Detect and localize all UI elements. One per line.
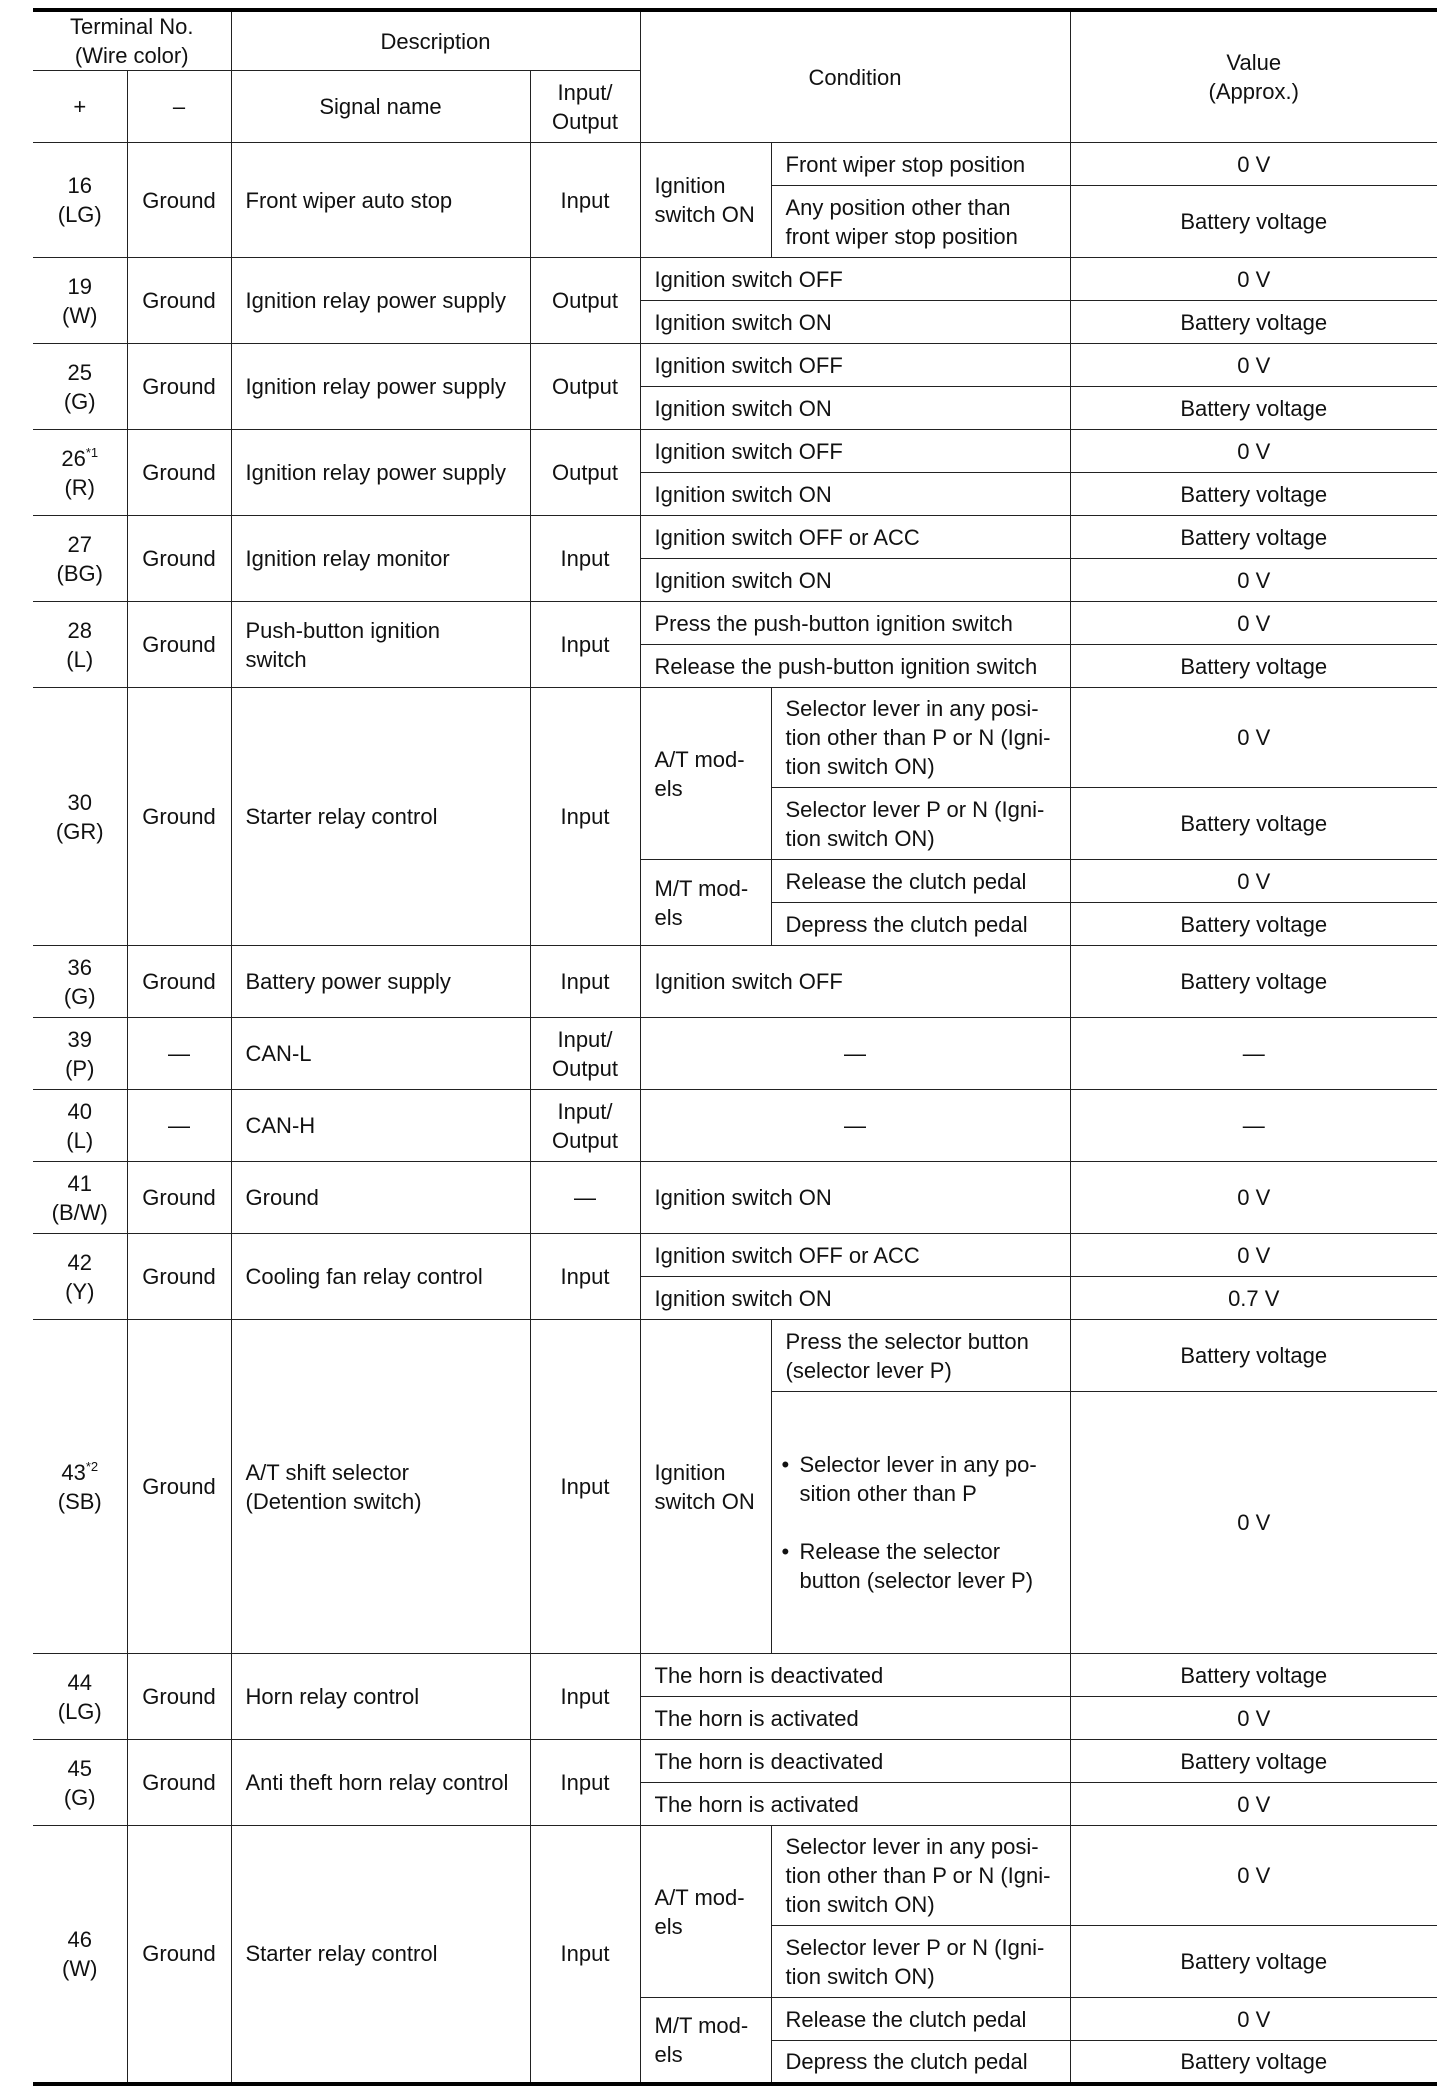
footnote-2-marker: *2 <box>85 1458 99 1474</box>
ground-42: Ground <box>127 1234 231 1320</box>
cond-28-a: Press the push-button ignition switch <box>640 602 1070 645</box>
cond-19-b: Ignition switch ON <box>640 301 1070 344</box>
io-36: Input <box>530 946 640 1018</box>
io-40: Input/ Output <box>530 1090 640 1162</box>
cond-group-46-at: A/T mod- els <box>640 1826 771 1998</box>
terminal-16: 16 (LG) <box>33 143 127 258</box>
value-30-a: 0 V <box>1070 688 1437 788</box>
value-46-a: 0 V <box>1070 1826 1437 1926</box>
value-30-c: 0 V <box>1070 860 1437 903</box>
ground-28: Ground <box>127 602 231 688</box>
io-27: Input <box>530 516 640 602</box>
footnote-1-marker: *1 <box>85 444 99 460</box>
ground-39: — <box>127 1018 231 1090</box>
value-30-d: Battery voltage <box>1070 903 1437 946</box>
cond-25-a: Ignition switch OFF <box>640 344 1070 387</box>
value-36: Battery voltage <box>1070 946 1437 1018</box>
cond-41: Ignition switch ON <box>640 1162 1070 1234</box>
value-19-a: 0 V <box>1070 258 1437 301</box>
header-terminal: Terminal No. (Wire color) <box>33 10 231 71</box>
value-26-b: Battery voltage <box>1070 473 1437 516</box>
cond-46-a: Selector lever in any posi- tion other than P or N (Igni- tion switch ON) <box>771 1826 1070 1926</box>
value-43-b: 0 V <box>1070 1392 1437 1654</box>
terminal-19: 19 (W) <box>33 258 127 344</box>
io-16: Input <box>530 143 640 258</box>
signal-39: CAN-L <box>231 1018 530 1090</box>
value-16-b: Battery voltage <box>1070 186 1437 258</box>
cond-46-c: Release the clutch pedal <box>771 1998 1070 2041</box>
cond-46-b: Selector lever P or N (Igni- tion switch ON) <box>771 1926 1070 1998</box>
cond-16-b: Any position other than front wiper stop position <box>771 186 1070 258</box>
io-41: — <box>530 1162 640 1234</box>
terminal-26-num: 26 <box>61 445 86 471</box>
ground-30: Ground <box>127 688 231 946</box>
signal-45: Anti theft horn relay control <box>231 1740 530 1826</box>
cond-group-30-mt: M/T mod- els <box>640 860 771 946</box>
ground-45: Ground <box>127 1740 231 1826</box>
cond-43-a: Press the selector button (selector lever P) <box>771 1320 1070 1392</box>
value-46-b: Battery voltage <box>1070 1926 1437 1998</box>
io-45: Input <box>530 1740 640 1826</box>
terminal-25: 25 (G) <box>33 344 127 430</box>
cond-42-a: Ignition switch OFF or ACC <box>640 1234 1070 1277</box>
signal-40: CAN-H <box>231 1090 530 1162</box>
terminal-28: 28 (L) <box>33 602 127 688</box>
value-25-a: 0 V <box>1070 344 1437 387</box>
value-26-a: 0 V <box>1070 430 1437 473</box>
value-19-b: Battery voltage <box>1070 301 1437 344</box>
value-46-c: 0 V <box>1070 1998 1437 2041</box>
cond-44-b: The horn is activated <box>640 1697 1070 1740</box>
value-16-a: 0 V <box>1070 143 1437 186</box>
value-28-a: 0 V <box>1070 602 1437 645</box>
io-43: Input <box>530 1320 640 1654</box>
cond-26-b: Ignition switch ON <box>640 473 1070 516</box>
terminal-39: 39 (P) <box>33 1018 127 1090</box>
cond-30-b: Selector lever P or N (Igni- tion switch ON) <box>771 788 1070 860</box>
cond-30-d: Depress the clutch pedal <box>771 903 1070 946</box>
ground-27: Ground <box>127 516 231 602</box>
cond-46-d: Depress the clutch pedal <box>771 2041 1070 2084</box>
cond-43-bullet-2: • Release the selector button (selector lever P) <box>778 1537 1064 1595</box>
ground-26: Ground <box>127 430 231 516</box>
header-value: Value (Approx.) <box>1070 10 1437 143</box>
signal-42: Cooling fan relay control <box>231 1234 530 1320</box>
cond-30-c: Release the clutch pedal <box>771 860 1070 903</box>
io-28: Input <box>530 602 640 688</box>
ground-44: Ground <box>127 1654 231 1740</box>
cond-27-b: Ignition switch ON <box>640 559 1070 602</box>
io-46: Input <box>530 1826 640 2084</box>
cond-36: Ignition switch OFF <box>640 946 1070 1018</box>
signal-43: A/T shift selector (Detention switch) <box>231 1320 530 1654</box>
terminal-27: 27 (BG) <box>33 516 127 602</box>
ground-19: Ground <box>127 258 231 344</box>
value-27-a: Battery voltage <box>1070 516 1437 559</box>
value-25-b: Battery voltage <box>1070 387 1437 430</box>
value-43-a: Battery voltage <box>1070 1320 1437 1392</box>
terminal-43-num: 43 <box>61 1459 86 1485</box>
io-25: Output <box>530 344 640 430</box>
value-44-b: 0 V <box>1070 1697 1437 1740</box>
cond-group-30-at: A/T mod- els <box>640 688 771 860</box>
value-42-b: 0.7 V <box>1070 1277 1437 1320</box>
value-40: — <box>1070 1090 1437 1162</box>
io-26: Output <box>530 430 640 516</box>
cond-27-a: Ignition switch OFF or ACC <box>640 516 1070 559</box>
terminal-45: 45 (G) <box>33 1740 127 1826</box>
value-28-b: Battery voltage <box>1070 645 1437 688</box>
signal-16: Front wiper auto stop <box>231 143 530 258</box>
value-39: — <box>1070 1018 1437 1090</box>
cond-16-a: Front wiper stop position <box>771 143 1070 186</box>
value-30-b: Battery voltage <box>1070 788 1437 860</box>
header-plus: + <box>33 71 127 143</box>
terminal-36: 36 (G) <box>33 946 127 1018</box>
io-30: Input <box>530 688 640 946</box>
terminal-table <box>33 8 1437 2086</box>
signal-27: Ignition relay monitor <box>231 516 530 602</box>
cond-group-16: Ignition switch ON <box>640 143 771 258</box>
cond-43-bullets <box>778 1421 1064 1624</box>
terminal-26 <box>33 430 127 516</box>
cond-44-a: The horn is deactivated <box>640 1654 1070 1697</box>
io-42: Input <box>530 1234 640 1320</box>
value-27-b: 0 V <box>1070 559 1437 602</box>
io-39: Input/ Output <box>530 1018 640 1090</box>
cond-group-43: Ignition switch ON <box>640 1320 771 1654</box>
ground-41: Ground <box>127 1162 231 1234</box>
cond-19-a: Ignition switch OFF <box>640 258 1070 301</box>
value-42-a: 0 V <box>1070 1234 1437 1277</box>
ground-40: — <box>127 1090 231 1162</box>
cond-45-b: The horn is activated <box>640 1783 1070 1826</box>
cond-40: — <box>640 1090 1070 1162</box>
terminal-40: 40 (L) <box>33 1090 127 1162</box>
signal-19: Ignition relay power supply <box>231 258 530 344</box>
terminal-30: 30 (GR) <box>33 688 127 946</box>
header-signal-name: Signal name <box>231 71 530 143</box>
cond-30-a: Selector lever in any posi- tion other than P or N (Igni- tion switch ON) <box>771 688 1070 788</box>
header-minus: – <box>127 71 231 143</box>
terminal-44: 44 (LG) <box>33 1654 127 1740</box>
cond-43-b <box>771 1392 1070 1654</box>
header-io: Input/ Output <box>530 71 640 143</box>
terminal-43 <box>33 1320 127 1654</box>
cond-28-b: Release the push-button ignition switch <box>640 645 1070 688</box>
signal-41: Ground <box>231 1162 530 1234</box>
cond-25-b: Ignition switch ON <box>640 387 1070 430</box>
io-44: Input <box>530 1654 640 1740</box>
ground-43: Ground <box>127 1320 231 1654</box>
terminal-42: 42 (Y) <box>33 1234 127 1320</box>
value-45-a: Battery voltage <box>1070 1740 1437 1783</box>
header-description: Description <box>231 10 640 71</box>
value-45-b: 0 V <box>1070 1783 1437 1826</box>
signal-44: Horn relay control <box>231 1654 530 1740</box>
io-19: Output <box>530 258 640 344</box>
signal-30: Starter relay control <box>231 688 530 946</box>
cond-42-b: Ignition switch ON <box>640 1277 1070 1320</box>
value-44-a: Battery voltage <box>1070 1654 1437 1697</box>
signal-25: Ignition relay power supply <box>231 344 530 430</box>
signal-28: Push-button ignition switch <box>231 602 530 688</box>
ground-25: Ground <box>127 344 231 430</box>
ground-46: Ground <box>127 1826 231 2084</box>
signal-26: Ignition relay power supply <box>231 430 530 516</box>
cond-45-a: The horn is deactivated <box>640 1740 1070 1783</box>
terminal-41: 41 (B/W) <box>33 1162 127 1234</box>
terminal-46: 46 (W) <box>33 1826 127 2084</box>
terminal-43-color: (SB) <box>57 1488 102 1514</box>
signal-46: Starter relay control <box>231 1826 530 2084</box>
terminal-26-color: (R) <box>64 474 96 500</box>
value-41: 0 V <box>1070 1162 1437 1234</box>
header-condition: Condition <box>640 10 1070 143</box>
ground-16: Ground <box>127 143 231 258</box>
ground-36: Ground <box>127 946 231 1018</box>
signal-36: Battery power supply <box>231 946 530 1018</box>
cond-group-46-mt: M/T mod- els <box>640 1998 771 2084</box>
cond-26-a: Ignition switch OFF <box>640 430 1070 473</box>
cond-39: — <box>640 1018 1070 1090</box>
cond-43-bullet-1: • Selector lever in any po- sition other than P <box>778 1450 1064 1508</box>
value-46-d: Battery voltage <box>1070 2041 1437 2084</box>
